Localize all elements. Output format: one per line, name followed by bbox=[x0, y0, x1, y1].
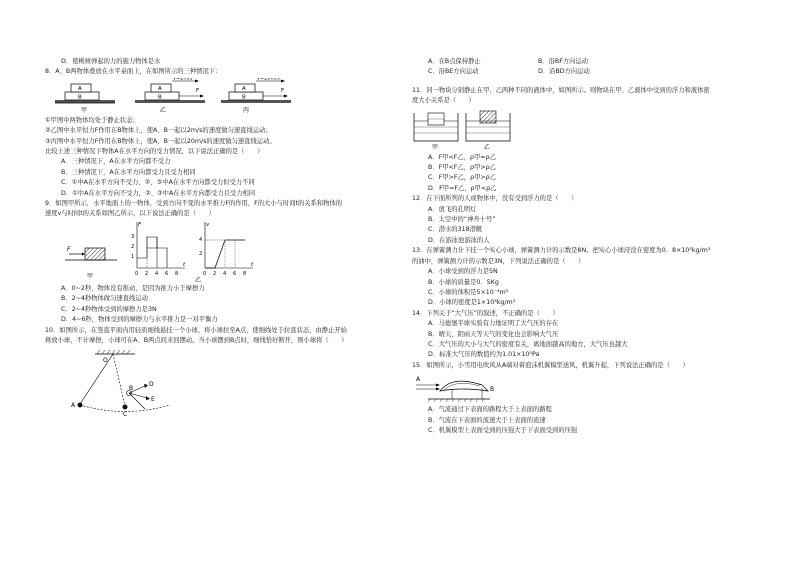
q8-bing-label: 丙 bbox=[243, 106, 250, 114]
q9-jia-label: 甲 bbox=[87, 272, 94, 280]
svg-text:8: 8 bbox=[175, 270, 179, 277]
q15-option-c: C．机翼模型上表面受到的压强大于下表面受到的压强 bbox=[428, 426, 578, 434]
svg-text:t: t bbox=[183, 261, 186, 268]
svg-text:4: 4 bbox=[223, 270, 227, 277]
q8-fig-jia bbox=[55, 84, 115, 114]
svg-text:4: 4 bbox=[199, 236, 203, 243]
q10-a-label: A bbox=[71, 402, 76, 410]
q13-option-c: C．小球的体积是5×10⁻⁴m³ bbox=[428, 288, 509, 296]
q8-cond-2: ②乙图中水平恒力F作用在B物体上，使A、B一起以2m/s的速度做匀速直线运动； bbox=[45, 127, 272, 135]
svg-text:F: F bbox=[281, 87, 285, 94]
q8-v1-label: v=2m/s bbox=[173, 77, 193, 82]
svg-text:2: 2 bbox=[199, 250, 203, 257]
q8-figure bbox=[45, 78, 395, 116]
svg-text:0: 0 bbox=[135, 270, 139, 277]
q11-option-d: D．F甲=F乙，ρ甲<ρ乙 bbox=[428, 184, 497, 192]
q11-jia-label: 甲 bbox=[432, 143, 439, 151]
q14-stem: 14．下列关于“大气压”的叙述，不正确的是（ ） bbox=[412, 309, 559, 317]
q8-fig-yi bbox=[135, 78, 205, 114]
q15-figure bbox=[412, 371, 762, 405]
q10-option-b: B．沿BF方向运动 bbox=[538, 58, 589, 65]
q9-v-t-graph bbox=[195, 222, 254, 284]
svg-text:B: B bbox=[242, 94, 246, 101]
q11-yi-label: 乙 bbox=[484, 143, 491, 151]
q11-stem-1: 11．同一物块分别静止在甲、乙两种不同的液体中，如图所示。则物块在甲、乙液体中受到的浮力和液体密 bbox=[412, 86, 710, 94]
q9-fig-jia bbox=[65, 246, 117, 280]
q12-option-a: A．放飞的孔明灯 bbox=[428, 205, 477, 213]
q11-beaker-jia bbox=[414, 113, 458, 151]
q14-option-c: C．大气压的大小与大气的密度有关，离地面越高的地方，大气压也越大 bbox=[428, 340, 628, 348]
q10-options-row-1 bbox=[412, 57, 762, 67]
svg-text:F: F bbox=[196, 87, 200, 94]
q15-a-label: A bbox=[416, 376, 421, 384]
q10-e-label: E bbox=[151, 396, 155, 404]
q8-option-c: C．①中A在水平方向不受力，②、③中A在水平方向都受力但受力不同 bbox=[61, 179, 255, 187]
q8-yi-label: 乙 bbox=[160, 106, 167, 114]
svg-text:2: 2 bbox=[213, 270, 217, 277]
q10-o-label: O bbox=[103, 357, 108, 365]
right-column bbox=[412, 57, 762, 436]
q8-option-a: A．三种情况下，A在水平方向都不受力 bbox=[61, 158, 171, 166]
q13-stem-2: 的油中，弹簧测力计的示数是3N，下列说法正确的是（ ） bbox=[412, 257, 585, 265]
svg-text:A: A bbox=[242, 85, 246, 92]
q12-option-d: D．在游泳池游泳的人 bbox=[428, 236, 490, 244]
q9-option-a: A．0~2秒，物体没有推动，是因为推力小于摩擦力 bbox=[61, 284, 205, 292]
q13-option-d: D．小球的密度是1×10³kg/m³ bbox=[428, 299, 516, 307]
q12-stem: 12．在下面所列的人或物体中，没有受到浮力的是（ ） bbox=[412, 195, 578, 203]
q11-stem-2: 度大小关系是（ ） bbox=[412, 97, 475, 105]
svg-text:1: 1 bbox=[131, 253, 135, 260]
q10-stem-1: 10．如图所示，在竖直平面内用轻质细线悬挂一个小球，将小球拉至A点，使细线处于拉直状态，由静止开始 bbox=[45, 326, 347, 334]
q9-f-t-graph bbox=[131, 222, 186, 277]
q8-v2-label: v=20m/s bbox=[257, 77, 280, 82]
q10-option-a: A．在B点保持静止 bbox=[428, 58, 481, 65]
q14-option-d: D．标准大气压的数值约为1.01×10⁵Pa bbox=[428, 351, 540, 359]
q11-beaker-yi bbox=[466, 111, 510, 151]
q14-option-b: B．晴天、阴雨天等天气的变化也会影响大气压 bbox=[428, 330, 559, 338]
q10-pendulum-diagram bbox=[45, 346, 395, 426]
q8-cond-1: ①甲图中两物体均处于静止状态； bbox=[45, 116, 139, 124]
svg-text:F: F bbox=[67, 245, 71, 253]
q9-option-d: D．4~6秒，物体受到的摩擦力与水平推力是一对平衡力 bbox=[61, 316, 218, 324]
q11-option-a: A．F甲<F乙，ρ甲=ρ乙 bbox=[428, 153, 496, 161]
q8-option-b: B．三种情况下，A在水平方向都受力且受力相同 bbox=[61, 168, 196, 176]
q9-option-c: C．2~4秒物体受到的摩擦力是3N bbox=[61, 305, 157, 313]
q15-stem: 15．如图所示，小雪用电吹风从A端对着泡沫机翼模型送风，机翼升起，下列说法正确的是（ ） bbox=[412, 361, 689, 369]
q15-wing-diagram bbox=[412, 371, 762, 405]
svg-text:B: B bbox=[158, 94, 162, 101]
svg-text:2: 2 bbox=[131, 243, 135, 250]
svg-text:4: 4 bbox=[155, 270, 159, 277]
q15-b-label: B bbox=[490, 386, 495, 394]
q9-stem-1: 9．如图甲所示，水平地面上的一物体，受到方向不变的水平推力F的作用，F的大小与时间t的关系和物体的 bbox=[45, 200, 343, 208]
q9-option-b: B．2~4秒物体做匀速直线运动 bbox=[61, 295, 148, 303]
svg-text:0: 0 bbox=[203, 270, 207, 277]
q11-option-c: C．F甲>F乙，ρ甲>ρ乙 bbox=[428, 174, 496, 182]
q8-option-d: D．①中A在水平方向不受力，②、③中A在水平方向都受力且受力相同 bbox=[61, 189, 256, 197]
svg-text:6: 6 bbox=[165, 270, 169, 277]
svg-text:A: A bbox=[158, 85, 162, 92]
svg-text:8: 8 bbox=[243, 270, 247, 277]
svg-text:F: F bbox=[138, 221, 142, 228]
q8-question: 比较上述三种情况下物体A在水平方向的受力情况，以下说法正确的是（ ） bbox=[45, 148, 264, 156]
q9-graphs bbox=[45, 220, 395, 284]
q7-option-d: D．使桃树弹起的力的施力物体是水 bbox=[61, 58, 161, 65]
q10-c-label: C bbox=[123, 411, 128, 419]
svg-text:v: v bbox=[206, 221, 210, 228]
svg-text:2: 2 bbox=[145, 270, 149, 277]
q11-figure bbox=[412, 107, 762, 153]
q12-option-c: C．潜水的318潜艇 bbox=[428, 226, 483, 234]
q10-option-c: C．沿BE方向运动 bbox=[428, 68, 479, 76]
q15-option-b: B．气流在下表面的流速大于上表面的流速 bbox=[428, 416, 546, 424]
q10-d-label: D bbox=[149, 381, 154, 389]
q12-option-b: B．太空中的“神舟十号” bbox=[428, 216, 496, 224]
q13-stem-1: 13．在弹簧测力计下挂一个实心小球，弹簧测力计的示数是8N。把实心小球浸没在密度为0．8×10³kg/m³ bbox=[412, 247, 711, 255]
q8-jia-label: 甲 bbox=[81, 106, 88, 114]
left-column bbox=[45, 57, 395, 426]
q13-option-b: B．小球的质量是0．5Kg bbox=[428, 278, 499, 286]
q10-option-d: D．沿BD方向运动 bbox=[538, 68, 590, 76]
q9-stem-2: 速度v与时间t的关系如图乙所示，以下说法正确的是（ ） bbox=[45, 210, 215, 218]
q9-figure bbox=[45, 220, 395, 284]
q8-b-label: B bbox=[78, 94, 82, 101]
q8-cond-3: ③丙图中水平恒力F作用在B物体上，使A、B一起以20m/s的速度做匀速直线运动。 bbox=[45, 137, 276, 145]
q8-a-label: A bbox=[78, 85, 82, 92]
q13-option-a: A．小球受到的浮力是5N bbox=[428, 268, 498, 276]
q10-b-label: B bbox=[129, 385, 134, 393]
svg-text:3: 3 bbox=[131, 233, 135, 240]
q15-option-a: A．气流通过下表面的路程大于上表面的路程 bbox=[428, 406, 552, 414]
q8-fig-bing bbox=[221, 78, 291, 114]
q11-beakers-diagram bbox=[412, 107, 762, 153]
q10-figure bbox=[45, 346, 395, 426]
q8-blocks-diagram bbox=[45, 78, 395, 116]
q10-options-row-2 bbox=[412, 67, 762, 77]
svg-text:t: t bbox=[251, 261, 254, 268]
q10-stem-2: 释放小球，不计摩擦，小球可在A、B两点间来回摆动。当小球摆到B点时，细线恰好断开，则小球将（ ） bbox=[45, 336, 348, 344]
q11-option-b: B．F甲<F乙，ρ甲>ρ乙 bbox=[428, 164, 496, 172]
q14-option-a: A．马德堡半球实验有力地证明了大气压的存在 bbox=[428, 320, 559, 328]
svg-text:6: 6 bbox=[233, 270, 237, 277]
q8-stem: 8．A、B两物体叠放在水平桌面上，在如图所示的三种情况下： bbox=[45, 68, 222, 76]
q9-yi-label: 乙 bbox=[195, 276, 202, 284]
